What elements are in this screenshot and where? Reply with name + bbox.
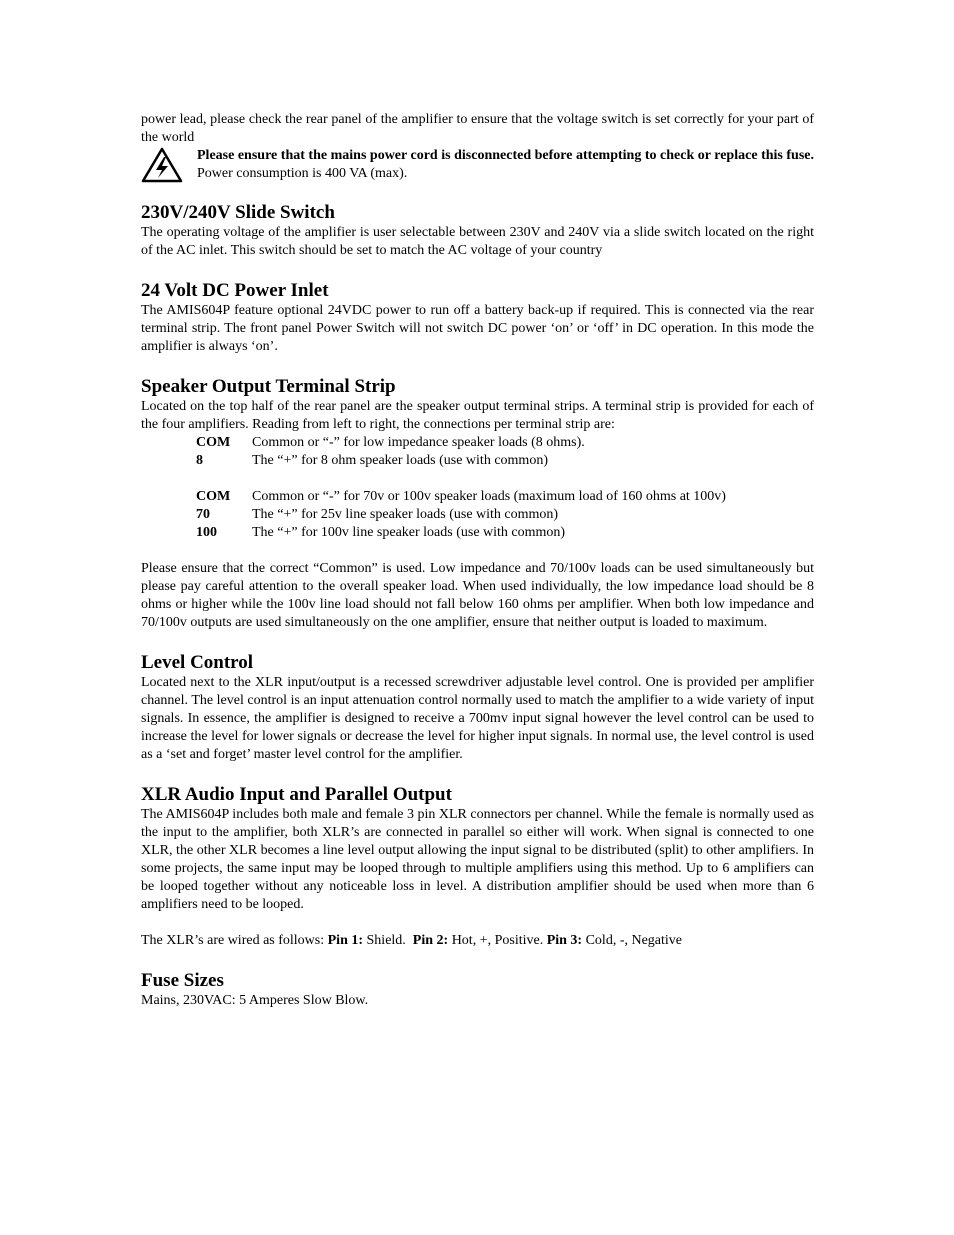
dc-inlet-heading: 24 Volt DC Power Inlet bbox=[141, 280, 329, 301]
terminal-row bbox=[196, 524, 726, 542]
document-page bbox=[141, 111, 814, 1010]
dc-inlet-paragraph: The AMIS604P feature optional 24VDC power to run off a battery back-up if required. This is connected via the rear terminal strip. The front panel Power Switch will not switch DC power ‘on’ or ‘off’ in DC operation. In this mode the amplifier is always ‘on’. bbox=[141, 303, 814, 354]
intro-paragraph: power lead, please check the rear panel of the amplifier to ensure that the voltage switch is set correctly for your part of the world bbox=[141, 112, 814, 145]
terminal-list-line-level bbox=[196, 488, 726, 542]
terminal-row bbox=[196, 488, 726, 506]
terminal-description: The “+” for 100v line speaker loads (use with common) bbox=[252, 525, 566, 540]
fuse-sizes-paragraph: Mains, 230VAC: 5 Amperes Slow Blow. bbox=[141, 993, 369, 1008]
speaker-output-paragraph: Located on the top half of the rear panel are the speaker output terminal strips. A terminal strip is provided for each of the four amplifiers. Reading from left to right, the connections per terminal strip are: bbox=[141, 399, 814, 432]
slide-switch-paragraph: The operating voltage of the amplifier is user selectable between 230V and 240V via a slide switch located on the right of the AC inlet. This switch should be set to match the AC voltage of your country bbox=[141, 225, 814, 258]
high-voltage-warning-icon bbox=[141, 147, 197, 189]
terminal-code: COM bbox=[196, 435, 231, 450]
pin2-text: Hot, +, Positive. bbox=[448, 933, 547, 948]
speaker-output-heading: Speaker Output Terminal Strip bbox=[141, 376, 396, 397]
terminal-code: COM bbox=[196, 489, 231, 504]
terminal-description: The “+” for 8 ohm speaker loads (use with common) bbox=[252, 453, 548, 468]
warning-text bbox=[197, 147, 814, 189]
terminal-list-low-impedance bbox=[196, 434, 585, 470]
pin3-label: Pin 3: bbox=[546, 933, 583, 948]
level-control-heading: Level Control bbox=[141, 652, 254, 673]
level-control-paragraph: Located next to the XLR input/output is a recessed screwdriver adjustable level control. One is provided per amplifier channel. The level control is an input attenuation control normally used to match the amplifier to a wide variety of input signals. In essence, the amplifier is designed to receive a 700mv input signal however the level control can be used to increase the level for lower signals or decrease the level for higher input signals. In normal use, the level control is used as a ‘set and forget’ master level control for the amplifier. bbox=[141, 675, 814, 762]
xlr-paragraph: The AMIS604P includes both male and female 3 pin XLR connectors per channel. While the female is normally used as the input to the amplifier, both XLR’s are connected in parallel so either will work. When signal is connected to one XLR, the other XLR becomes a line level output allowing the input signal to be distributed (split) to other amplifiers. In some projects, the same input may be looped through to multiple amplifiers using this method. Up to 6 amplifiers can be looped together without any noticeable loss in level. A distribution amplifier should be used when more than 6 amplifiers need to be looped. bbox=[141, 807, 814, 912]
pin3-text: Cold, -, Negative bbox=[582, 933, 683, 948]
fuse-sizes-heading: Fuse Sizes bbox=[141, 970, 224, 991]
xlr-wiring-line bbox=[141, 932, 814, 950]
pin1-label: Pin 1: bbox=[327, 933, 364, 948]
warning-plain-text: Power consumption is 400 VA (max). bbox=[197, 166, 408, 181]
pin2-label: Pin 2: bbox=[412, 933, 449, 948]
terminal-row bbox=[196, 434, 585, 452]
terminal-code: 100 bbox=[196, 525, 217, 540]
wiring-prefix: The XLR’s are wired as follows: bbox=[141, 933, 328, 948]
slide-switch-heading: 230V/240V Slide Switch bbox=[141, 202, 335, 223]
terminal-description: Common or “-” for 70v or 100v speaker loads (maximum load of 160 ohms at 100v) bbox=[252, 489, 726, 504]
xlr-heading: XLR Audio Input and Parallel Output bbox=[141, 784, 452, 805]
pin1-text: Shield. bbox=[363, 933, 413, 948]
warning-block bbox=[141, 147, 814, 189]
terminal-row bbox=[196, 506, 726, 524]
warning-bold-text: Please ensure that the mains power cord is disconnected before attempting to check or replace this fuse. bbox=[197, 148, 814, 163]
speaker-note-paragraph: Please ensure that the correct “Common” is used. Low impedance and 70/100v loads can be used simultaneously but please pay careful attention to the overall speaker load. When used individually, the low impedance load should be 8 ohms or higher while the 100v line load should not fall below 160 ohms per amplifier. When both low impedance and 70/100v outputs are used simultaneously on the one amplifier, ensure that neither output is loaded to maximum. bbox=[141, 561, 814, 630]
terminal-row bbox=[196, 452, 585, 470]
terminal-code: 8 bbox=[196, 453, 203, 468]
terminal-code: 70 bbox=[196, 507, 210, 522]
terminal-description: The “+” for 25v line speaker loads (use with common) bbox=[252, 507, 559, 522]
terminal-description: Common or “-” for low impedance speaker loads (8 ohms). bbox=[252, 435, 585, 450]
